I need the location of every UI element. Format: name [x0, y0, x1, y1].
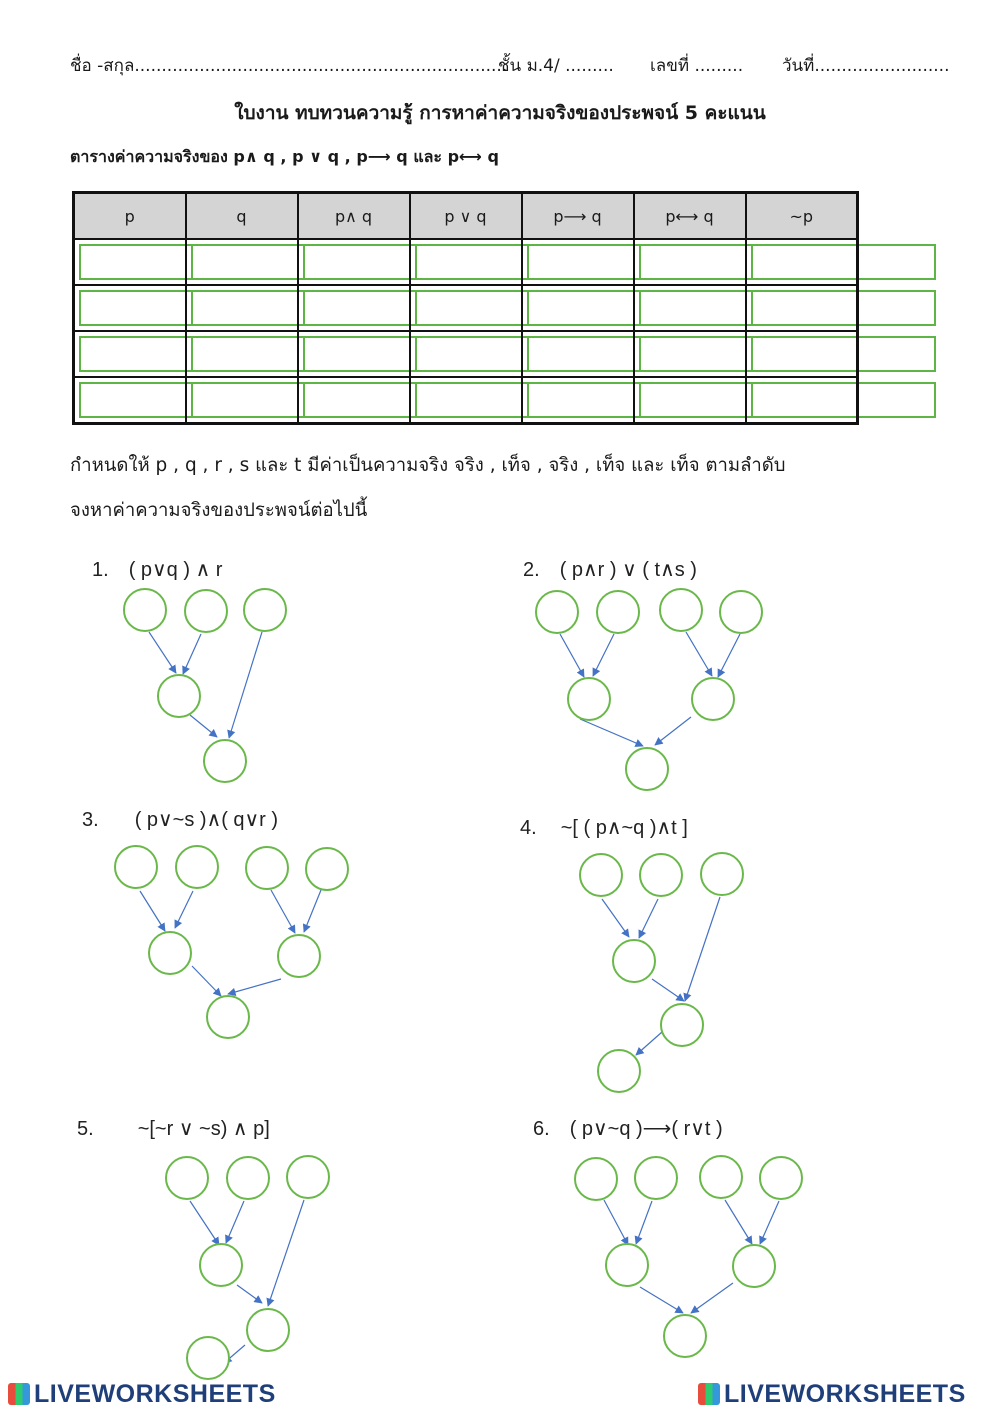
col-header-p-implies-q: p⟶ q — [522, 193, 634, 240]
problem-5-expression: ~[~r ∨ ~s) ∧ p] — [137, 1118, 270, 1140]
table-caption: ตารางค่าความจริงของ p∧ q , p ∨ q , p⟶ q และ p⟷ q — [70, 147, 500, 166]
problem-2-expression: ( p∧r ) ∨ ( t∧s ) — [559, 559, 697, 581]
problem-3-expression: ( p∨~s )∧( q∨r ) — [134, 809, 279, 831]
col-header-p: p — [74, 193, 186, 240]
class-field: ชั้น ม.4/ ......... — [498, 56, 614, 76]
problem-1-number: 1. — [92, 559, 109, 581]
worksheet-title: ใบงาน ทบทวนความรู้ การหาค่าความจริงของประพจน์ 5 คะแนน — [234, 102, 766, 124]
logo-icon — [698, 1383, 720, 1405]
instruction-line-1: กำหนดให้ p , q , r , s และ t มีค่าเป็นความจริง จริง , เท็จ , จริง , เท็จ และ เท็จ ตามลำดับ — [70, 455, 786, 476]
name-field: ชื่อ -สกุล..................................................................... — [70, 56, 508, 76]
logo-text: LIVEWORKSHEETS — [724, 1380, 966, 1408]
number-field: เลขที่ ......... — [650, 56, 744, 76]
col-header-q: q — [186, 193, 298, 240]
col-header-p-or-q: p ∨ q — [410, 193, 522, 240]
liveworksheets-logo-left — [8, 1380, 276, 1409]
problem-3-number: 3. — [82, 809, 99, 831]
logo-icon — [8, 1383, 30, 1405]
col-header-p-and-q: p∧ q — [298, 193, 410, 240]
problem-4-number: 4. — [520, 817, 537, 839]
date-field: วันที่......................... — [782, 56, 950, 76]
instruction-line-2: จงหาค่าความจริงของประพจน์ต่อไปนี้ — [70, 500, 368, 521]
answer-circles[interactable] — [115, 589, 802, 1379]
problem-1-expression: ( p∨q ) ∧ r — [128, 559, 223, 581]
problem-5-number: 5. — [77, 1118, 94, 1140]
col-header-not-p: ~p — [746, 193, 858, 240]
col-header-p-iff-q: p⟷ q — [634, 193, 746, 240]
problem-4-expression: ~[ ( p∧~q )∧t ] — [560, 817, 688, 839]
problem-6-expression: ( p∨~q )⟶( r∨t ) — [569, 1118, 723, 1140]
logo-text: LIVEWORKSHEETS — [34, 1380, 276, 1408]
liveworksheets-logo-right — [698, 1380, 966, 1409]
problem-2-number: 2. — [523, 559, 540, 581]
problem-6-number: 6. — [533, 1118, 550, 1140]
